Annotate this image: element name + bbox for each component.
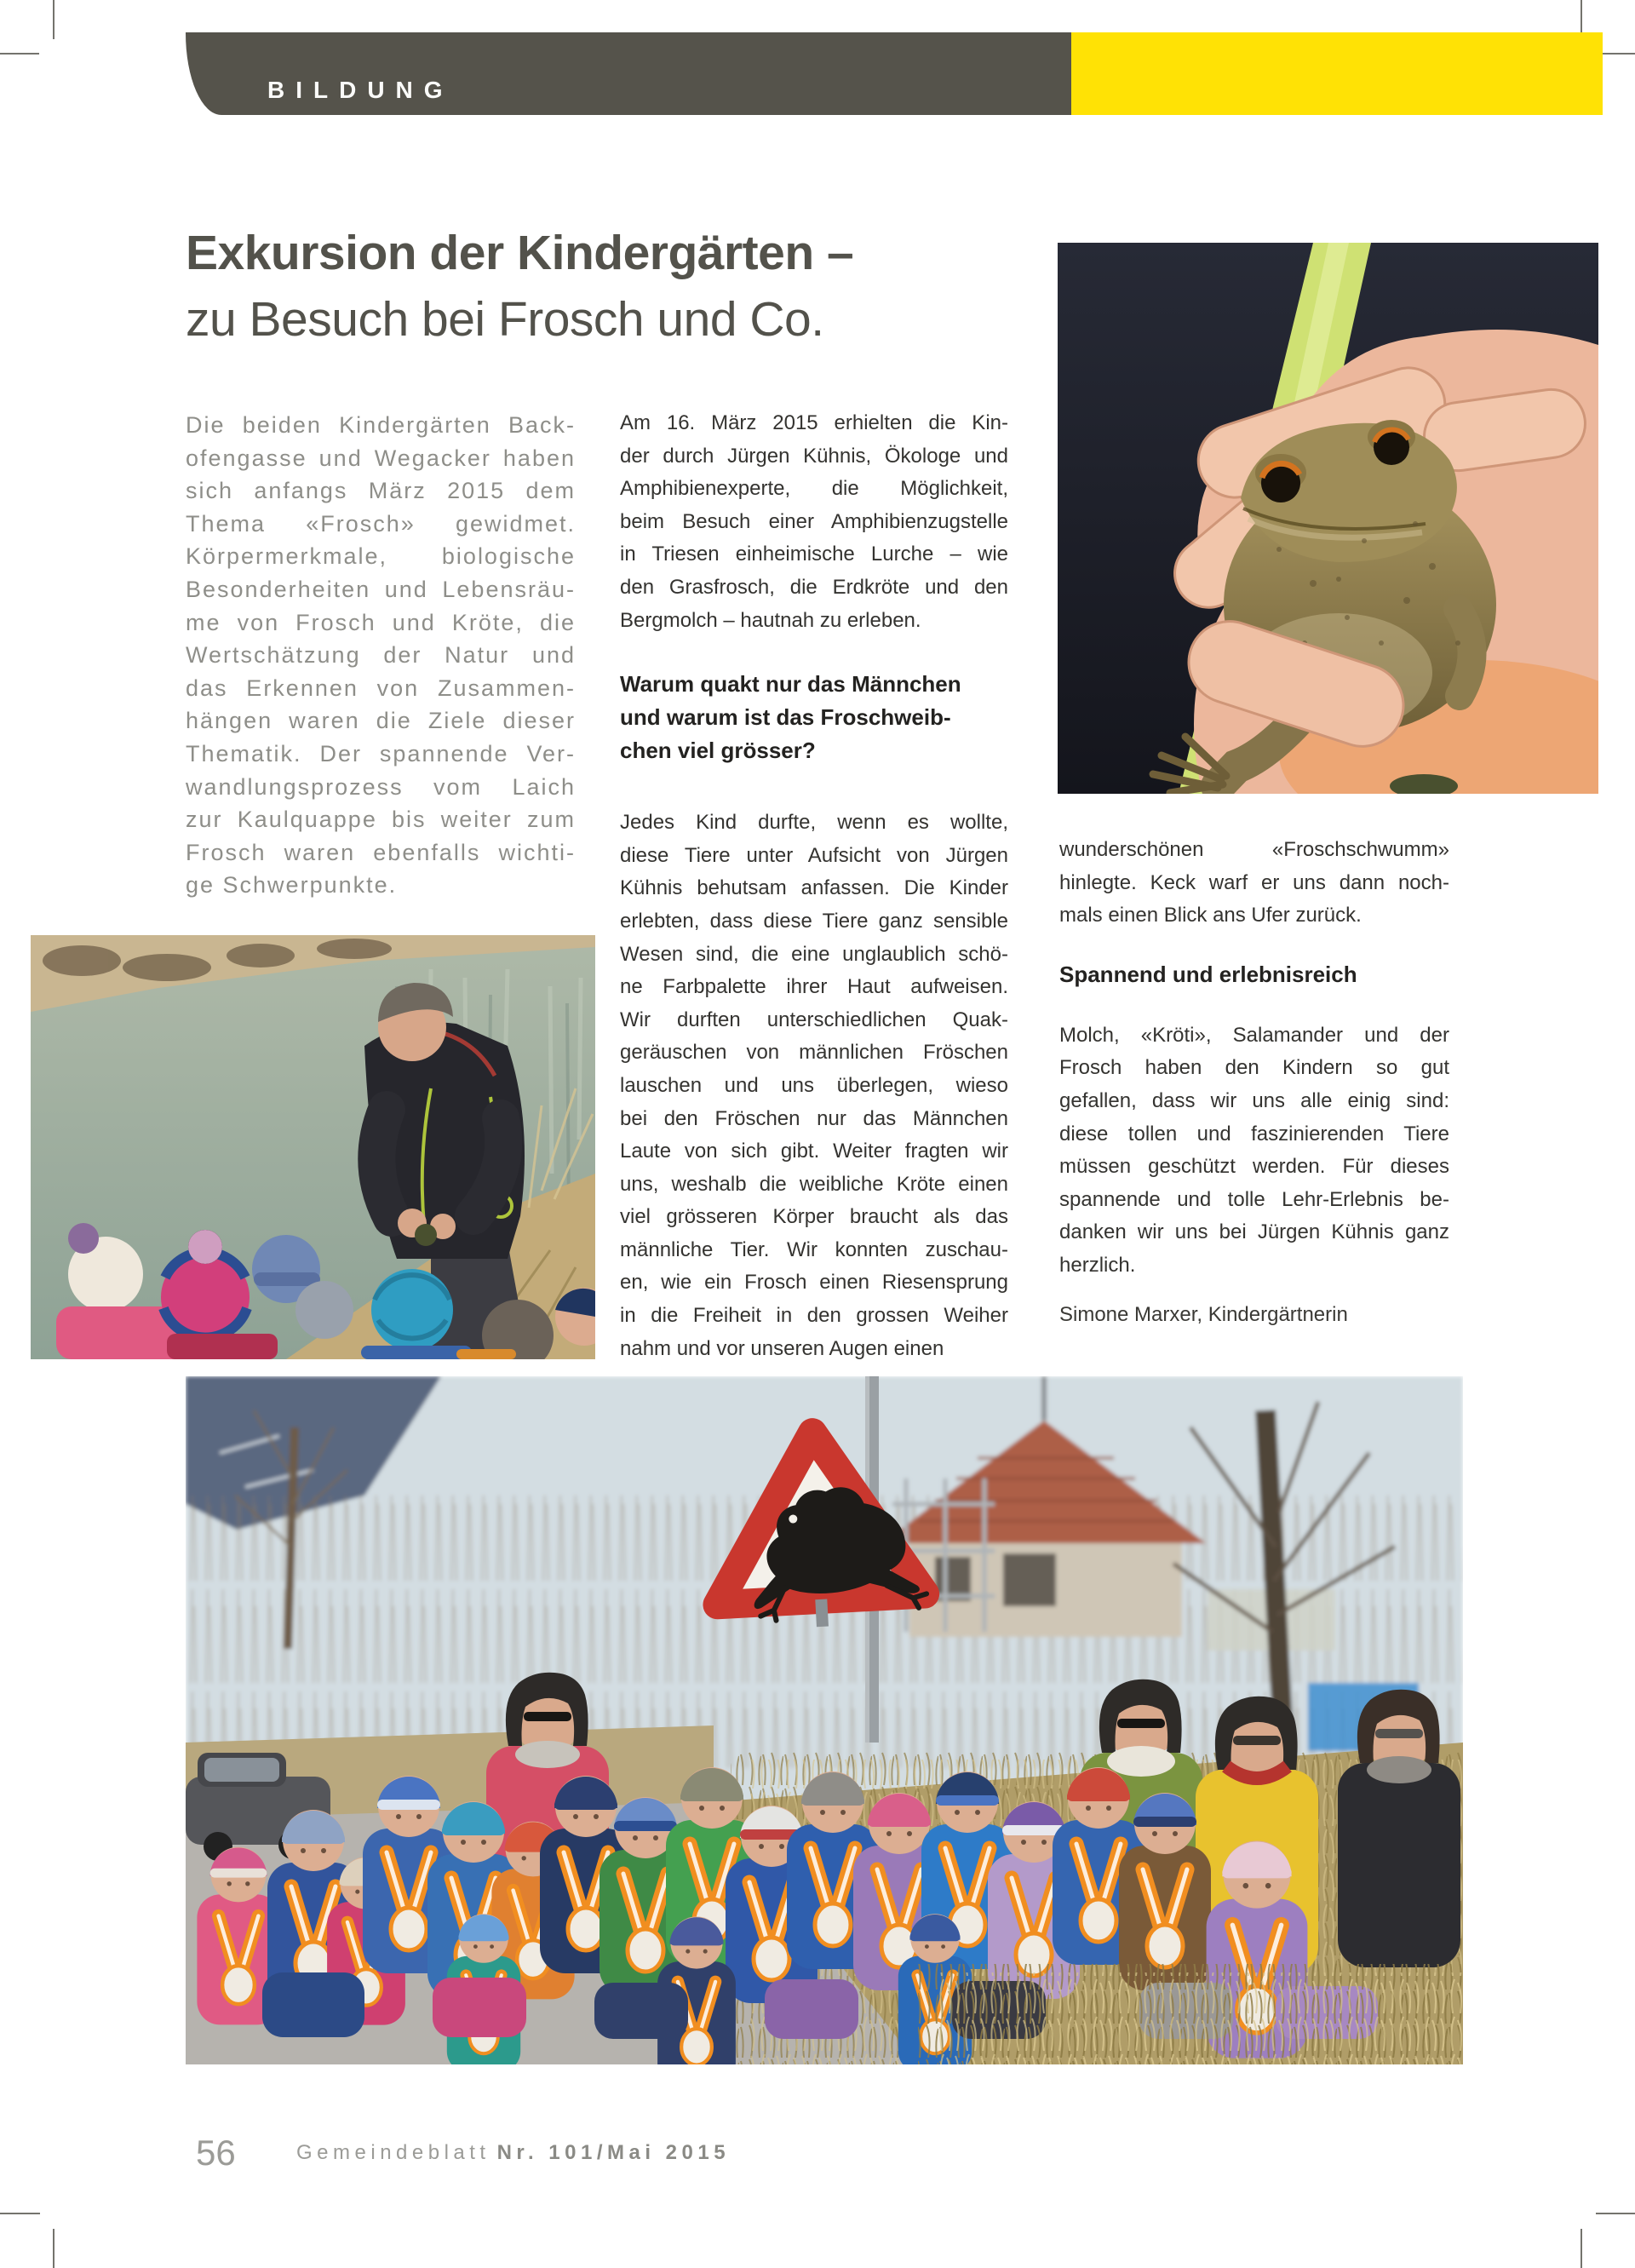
column3-paragraph-2: Molch, «Kröti», Salamander und der Frosch haben den Kindern so gut gefallen, dass wir uns alle einig sind: diese tollen und faszinierenden Tiere müssen geschützt werden. Für dieses spannende und tolle Lehr-Erlebnis be- danken wir uns bei Jürgen Kühnis ganz herzlich.: [1059, 1023, 1449, 1277]
article-title: [186, 220, 1122, 353]
article-byline: Simone Marxer, Kindergärtnerin: [1059, 1302, 1348, 1326]
lead-paragraph: Die beiden Kindergärten Back- ofengasse und Wegacker haben sich anfangs März 2015 dem Thema «Frosch» gewidmet. Körpermerkmale, biologische Besonderheiten und Lebensräu- me von Frosch und Kröte, die Wertschätzung der Natur und das Erkennen von Zusammen- hängen waren die Ziele dieser Thematik. Der spannende Ver- wandlungsprozess vom Laich zur Kaulquappe bis weiter zum Frosch waren ebenfalls wichti- ge Schwerpunkte.: [186, 412, 576, 899]
column3-subheading: Spannend und erlebnisreich: [1059, 961, 1357, 987]
article-title-line2: zu Besuch bei Frosch und Co.: [186, 292, 824, 347]
cropmark-bottom-left-v: [53, 2229, 54, 2268]
section-label: BILDUNG: [267, 77, 454, 103]
column2-paragraph-2: Jedes Kind durfte, wenn es wollte, diese Tiere unter Aufsicht von Jürgen Kühnis behutsam anfassen. Die Kinder erlebten, dass diese Tiere ganz sensible Wesen sind, die eine unglaublich schö- ne Farbpalette ihrer Haut aufweisen. Wir durften unterschiedlichen Quak- geräuschen von männlichen Fröschen lauschen und uns überlegen, wieso bei den Fröschen nur das Männchen Laute von sich gibt. Weiter fragten wir uns, weshalb die weibliche Kröte einen viel grösseren Körper braucht als das männliche Tier. Wir konnten zuschau- en, wie ein Frosch einen Riesensprung in die Freiheit in den grossen Weiher nahm und vor unseren Augen einen: [620, 811, 1008, 1360]
cropmark-bottom-right-v: [1580, 2229, 1582, 2268]
group-photo: [186, 1376, 1463, 2064]
yellow-accent-block: [1071, 32, 1603, 115]
cropmark-top-left-h: [0, 53, 39, 55]
cropmark-top-left-v: [53, 0, 54, 39]
column2-subheading: Warum quakt nur das Männchen und warum ist das Froschweib- chen viel grösser?: [620, 671, 961, 764]
column3-paragraph-1: wunderschönen «Froschschwumm» hinlegte. Keck warf er uns dann noch- mals einen Blick ans Ufer zurück.: [1059, 838, 1449, 927]
cropmark-bottom-left-h: [0, 2213, 40, 2214]
footer-journal-line: [296, 2141, 730, 2165]
toad-photo: [1058, 243, 1598, 794]
section-header-bar: [186, 32, 1071, 115]
cropmark-bottom-right-h: [1596, 2213, 1635, 2214]
footer-magazine-name: Gemeindeblatt: [296, 2141, 490, 2164]
article-column-2: [620, 407, 1008, 1365]
lake-photo: [31, 935, 595, 1359]
page-number: 56: [196, 2133, 236, 2173]
article-title-line1: Exkursion der Kindergärten –: [186, 226, 854, 280]
article-column-3: [1059, 834, 1449, 1331]
footer-issue: Nr. 101/Mai 2015: [496, 2141, 731, 2164]
column2-paragraph-1: Am 16. März 2015 erhielten die Kin- der durch Jürgen Kühnis, Ökologe und Amphibienexperte, die Möglichkeit, beim Besuch einer Amphibienzugstelle in Triesen einheimische Lurche – wie den Grasfrosch, die Erdkröte und den Bergmolch – hautnah zu erleben.: [620, 411, 1008, 632]
